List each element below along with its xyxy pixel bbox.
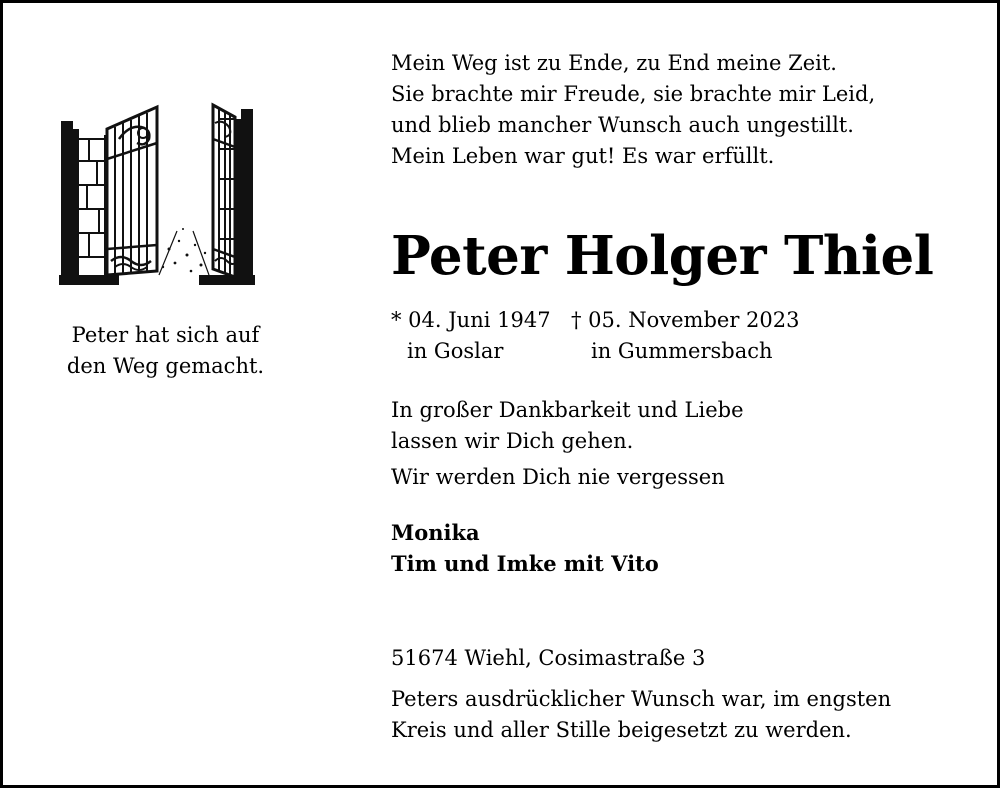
death-place: in Gummersbach: [591, 339, 773, 363]
family-line: Monika: [391, 520, 480, 545]
notice-line: Kreis und aller Stille beigesetzt zu werden.: [391, 718, 852, 742]
birth-info: [391, 305, 551, 367]
address: 51674 Wiehl, Cosimastraße 3: [391, 646, 706, 670]
poem-line: und blieb mancher Wunsch auch ungestillt.: [391, 113, 854, 137]
thanks-text: [391, 395, 744, 457]
poem-line: Sie brachte mir Freude, sie brachte mir Leid,: [391, 82, 876, 106]
notice-line: Peters ausdrücklicher Wunsch war, im engsten: [391, 687, 892, 711]
caption: [43, 320, 288, 382]
open-garden-gate-icon: [59, 99, 255, 287]
deceased-name: Peter Holger Thiel: [391, 225, 934, 287]
poem-line: Mein Leben war gut! Es war erfüllt.: [391, 144, 775, 168]
family-line: Tim und Imke mit Vito: [391, 551, 659, 576]
death-info: [571, 305, 800, 367]
thanks-line: In großer Dankbarkeit und Liebe: [391, 398, 744, 422]
thanks-line: lassen wir Dich gehen.: [391, 429, 634, 453]
never-forget-text: Wir werden Dich nie vergessen: [391, 465, 725, 489]
caption-line: den Weg gemacht.: [66, 354, 265, 378]
family-names: [391, 517, 659, 579]
death-date: † 05. November 2023: [571, 308, 800, 332]
caption-line: Peter hat sich auf: [71, 323, 260, 347]
burial-notice: [391, 684, 891, 746]
birth-date: * 04. Juni 1947: [391, 308, 551, 332]
poem-line: Mein Weg ist zu Ende, zu End meine Zeit.: [391, 51, 837, 75]
birth-place: in Goslar: [407, 339, 504, 363]
poem: [391, 48, 875, 172]
